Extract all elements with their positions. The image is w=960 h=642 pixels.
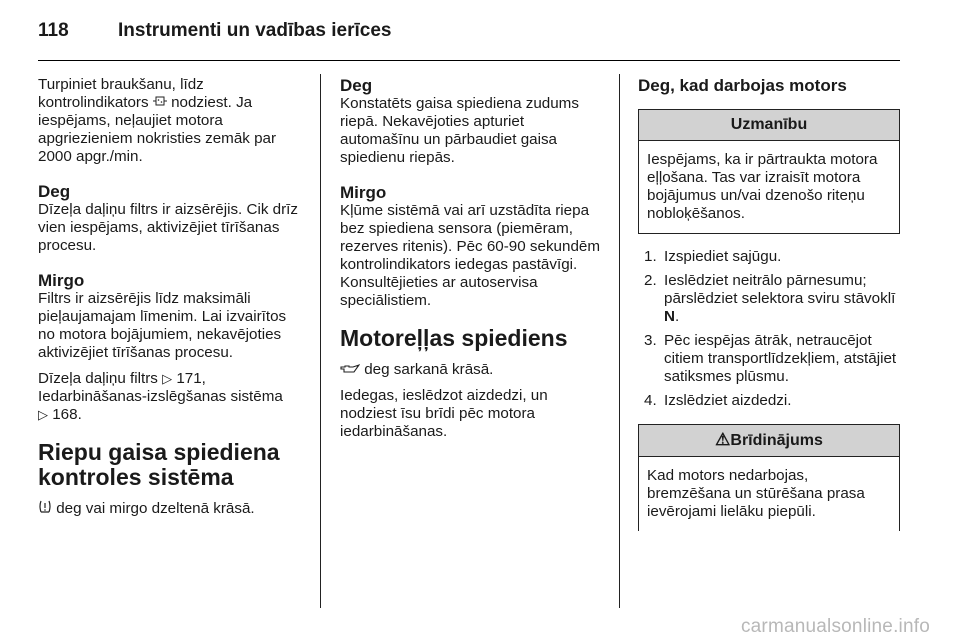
intro-paragraph: Turpiniet braukšanu, līdz kontrolindikators nodziest. Ja iespējams, neļaujiet motora apgriezieniem nokristies zemāk par 2000 apgr./min. <box>38 76 277 165</box>
deg-block <box>340 76 606 167</box>
oil-can-icon <box>340 361 360 379</box>
list-item: 4. Izslēdziet aizdedzi. <box>644 392 792 409</box>
watermark: carmanualsonline.info <box>740 616 930 637</box>
column-heading: Deg, kad darbojas motors <box>638 76 847 95</box>
deg-text: Dīzeļa daļiņu filtrs ir aizsērējis. Cik drīz vien iespējams, aktivizējiet tīrīšanas procesu. <box>38 201 298 254</box>
column-divider <box>619 74 620 608</box>
section-title: Motoreļļas spiediens <box>340 325 568 351</box>
warning-box <box>638 424 900 531</box>
page-number: 118 <box>38 20 69 41</box>
chapter-title: Instrumenti un vadības ierīces <box>118 20 392 41</box>
mirgo-text: Filtrs ir aizsērējis līdz maksimāli pieļaujamajam līmenim. Lai izvairītos no motora bojājumiem, nekavējoties aktivizējiet tīrīšanas procesu. <box>38 290 287 361</box>
column-2 <box>340 76 606 449</box>
deg-heading: Deg <box>38 182 71 201</box>
list-item: 1. Izspiediet sajūgu. <box>644 248 782 265</box>
mirgo-block <box>340 183 606 310</box>
mirgo-heading: Mirgo <box>38 271 85 290</box>
page-ref-arrow-icon: ▷ <box>162 371 173 386</box>
section-line: deg sarkanā krāsā. <box>340 361 606 379</box>
page-header <box>38 20 391 42</box>
section-text: deg vai mirgo dzeltenā krāsā. <box>38 500 306 518</box>
ref-link[interactable]: 168. <box>52 406 82 423</box>
list-item: 2. Ieslēdziet neitrālo pārnesumu; pārslēdziet selektora sviru stāvoklī N. <box>644 272 896 325</box>
mirgo-heading: Mirgo <box>340 183 387 202</box>
caution-text: Iespējams, ka ir pārtraukta motora eļļošana. Tas var izraisīt motora bojājumus un/vai dzenošo riteņu nobloķēšanos. <box>647 151 878 222</box>
page-ref-arrow-icon: ▷ <box>38 407 48 422</box>
column-3 <box>638 76 900 545</box>
deg-text: Konstatēts gaisa spiediena zudums riepā. Nekavējoties apturiet automašīnu un pārbaudiet gaisa spiedienu riepās. <box>340 95 579 166</box>
filter-indicator-icon <box>153 94 167 112</box>
section-title: Riepu gaisa spiediena kontroles sistēma <box>38 439 280 490</box>
warning-triangle-icon: ⚠ <box>715 430 731 449</box>
section-text: Iedegas, ieslēdzot aizdedzi, un nodziest īsu brīdi pēc motora iedarbināšanas. <box>340 387 548 440</box>
steps-list <box>638 248 900 410</box>
deg-block <box>38 182 306 255</box>
ref-link[interactable]: 171, <box>176 370 206 387</box>
column-1 <box>38 76 306 526</box>
cross-references: Dīzeļa daļiņu filtrs ▷ 171, Iedarbināšanas-izslēgšanas sistēma ▷ 168. <box>38 370 283 423</box>
column-divider <box>320 74 321 608</box>
caution-box <box>638 109 900 234</box>
list-item: 3. Pēc iespējas ātrāk, netraucējot citiem transportlīdzekļiem, atstājiet satiksmes plūsmu. <box>644 332 897 385</box>
caution-title: Uzmanību <box>639 110 899 141</box>
deg-heading: Deg <box>340 76 373 95</box>
tire-pressure-icon <box>38 500 52 518</box>
warning-text: Kad motors nedarbojas, bremzēšana un stūrēšana prasa ievērojami lielāku piepūli. <box>647 467 865 520</box>
mirgo-text: Kļūme sistēmā vai arī uzstādīta riepa bez spiediena sensora (piemēram, rezerves ritenis). Pēc 60-90 sekundēm kontrolindikators iedegas pastāvīgi. Konsultējieties ar autoservisa speciālistiem. <box>340 202 600 309</box>
header-rule <box>38 60 900 61</box>
mirgo-block <box>38 271 306 362</box>
warning-title: ⚠Brīdinājums <box>639 425 899 457</box>
